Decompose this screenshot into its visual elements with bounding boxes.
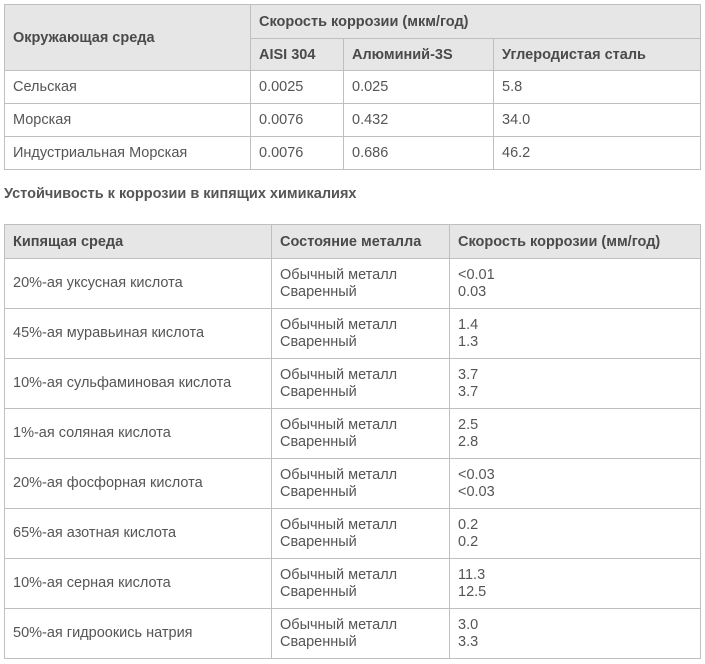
metal-state-cell — [272, 409, 450, 459]
header-material: Алюминий-3S — [344, 39, 494, 71]
rate-normal: <0.01 — [458, 266, 495, 283]
header-corrosion-rate: Скорость коррозии (мкм/год) — [251, 5, 701, 39]
state-normal: Обычный металл — [280, 266, 398, 283]
value-cell: 0.0076 — [251, 137, 344, 170]
state-welded: Сваренный — [280, 633, 357, 650]
value-cell: 46.2 — [494, 137, 701, 170]
metal-state-cell — [272, 259, 450, 309]
state-welded: Сваренный — [280, 333, 357, 350]
boiling-medium-cell: 45%-ая муравьиная кислота — [5, 309, 272, 359]
table-row — [5, 559, 701, 609]
boiling-medium-cell: 50%-ая гидроокись натрия — [5, 609, 272, 659]
header-environment: Окружающая среда — [5, 5, 251, 71]
table-row — [5, 359, 701, 409]
corrosion-rate-cell — [450, 509, 701, 559]
state-welded: Сваренный — [280, 533, 357, 550]
state-normal: Обычный металл — [280, 616, 398, 633]
metal-state-cell — [272, 609, 450, 659]
header-material: Углеродистая сталь — [494, 39, 701, 71]
corrosion-rate-cell — [450, 309, 701, 359]
metal-state-cell — [272, 559, 450, 609]
header-boiling-medium: Кипящая среда — [5, 225, 272, 259]
state-welded: Сваренный — [280, 383, 357, 400]
table-row — [5, 309, 701, 359]
state-welded: Сваренный — [280, 433, 357, 450]
boiling-medium-cell: 10%-ая серная кислота — [5, 559, 272, 609]
section-title: Устойчивость к коррозии в кипящих химикалиях — [4, 186, 357, 202]
corrosion-rate-cell — [450, 259, 701, 309]
boiling-chemicals-table — [4, 224, 701, 659]
rate-normal: 1.4 — [458, 316, 479, 333]
state-welded: Сваренный — [280, 583, 357, 600]
table-header-row — [5, 225, 701, 259]
state-normal: Обычный металл — [280, 316, 398, 333]
state-normal: Обычный металл — [280, 416, 398, 433]
environment-cell: Сельская — [5, 71, 251, 104]
state-normal: Обычный металл — [280, 366, 398, 383]
state-welded: Сваренный — [280, 283, 357, 300]
table-row — [5, 509, 701, 559]
state-normal: Обычный металл — [280, 566, 398, 583]
rate-welded: 12.5 — [458, 583, 487, 600]
table-row — [5, 609, 701, 659]
table-row — [5, 409, 701, 459]
boiling-medium-cell: 20%-ая фосфорная кислота — [5, 459, 272, 509]
corrosion-rate-cell — [450, 359, 701, 409]
value-cell: 34.0 — [494, 104, 701, 137]
rate-welded: 3.7 — [458, 383, 479, 400]
rate-normal: 0.2 — [458, 516, 479, 533]
corrosion-rate-cell — [450, 409, 701, 459]
boiling-medium-cell: 1%-ая соляная кислота — [5, 409, 272, 459]
header-material: AISI 304 — [251, 39, 344, 71]
corrosion-rate-cell — [450, 559, 701, 609]
state-welded: Сваренный — [280, 483, 357, 500]
rate-welded: <0.03 — [458, 483, 495, 500]
header-corrosion-rate: Скорость коррозии (мм/год) — [450, 225, 701, 259]
value-cell: 0.025 — [344, 71, 494, 104]
rate-welded: 0.03 — [458, 283, 487, 300]
table-row — [5, 104, 701, 137]
rate-normal: 11.3 — [458, 566, 486, 583]
table-header-row — [5, 5, 701, 39]
state-normal: Обычный металл — [280, 466, 398, 483]
header-metal-state: Состояние металла — [272, 225, 450, 259]
boiling-medium-cell: 20%-ая уксусная кислота — [5, 259, 272, 309]
environment-cell: Морская — [5, 104, 251, 137]
value-cell: 0.686 — [344, 137, 494, 170]
metal-state-cell — [272, 359, 450, 409]
table-row — [5, 71, 701, 104]
value-cell: 0.432 — [344, 104, 494, 137]
rate-welded: 3.3 — [458, 633, 479, 650]
table-row — [5, 137, 701, 170]
metal-state-cell — [272, 309, 450, 359]
value-cell: 0.0076 — [251, 104, 344, 137]
metal-state-cell — [272, 509, 450, 559]
boiling-medium-cell: 65%-ая азотная кислота — [5, 509, 272, 559]
rate-normal: 2.5 — [458, 416, 479, 433]
boiling-medium-cell: 10%-ая сульфаминовая кислота — [5, 359, 272, 409]
rate-welded: 1.3 — [458, 333, 479, 350]
atmospheric-corrosion-table — [4, 4, 701, 170]
environment-cell: Индустриальная Морская — [5, 137, 251, 170]
table-row — [5, 259, 701, 309]
rate-welded: 0.2 — [458, 533, 479, 550]
corrosion-rate-cell — [450, 609, 701, 659]
value-cell: 5.8 — [494, 71, 701, 104]
table-row — [5, 459, 701, 509]
rate-normal: <0.03 — [458, 466, 495, 483]
rate-normal: 3.0 — [458, 616, 479, 633]
rate-welded: 2.8 — [458, 433, 479, 450]
corrosion-rate-cell — [450, 459, 701, 509]
value-cell: 0.0025 — [251, 71, 344, 104]
metal-state-cell — [272, 459, 450, 509]
rate-normal: 3.7 — [458, 366, 479, 383]
state-normal: Обычный металл — [280, 516, 398, 533]
